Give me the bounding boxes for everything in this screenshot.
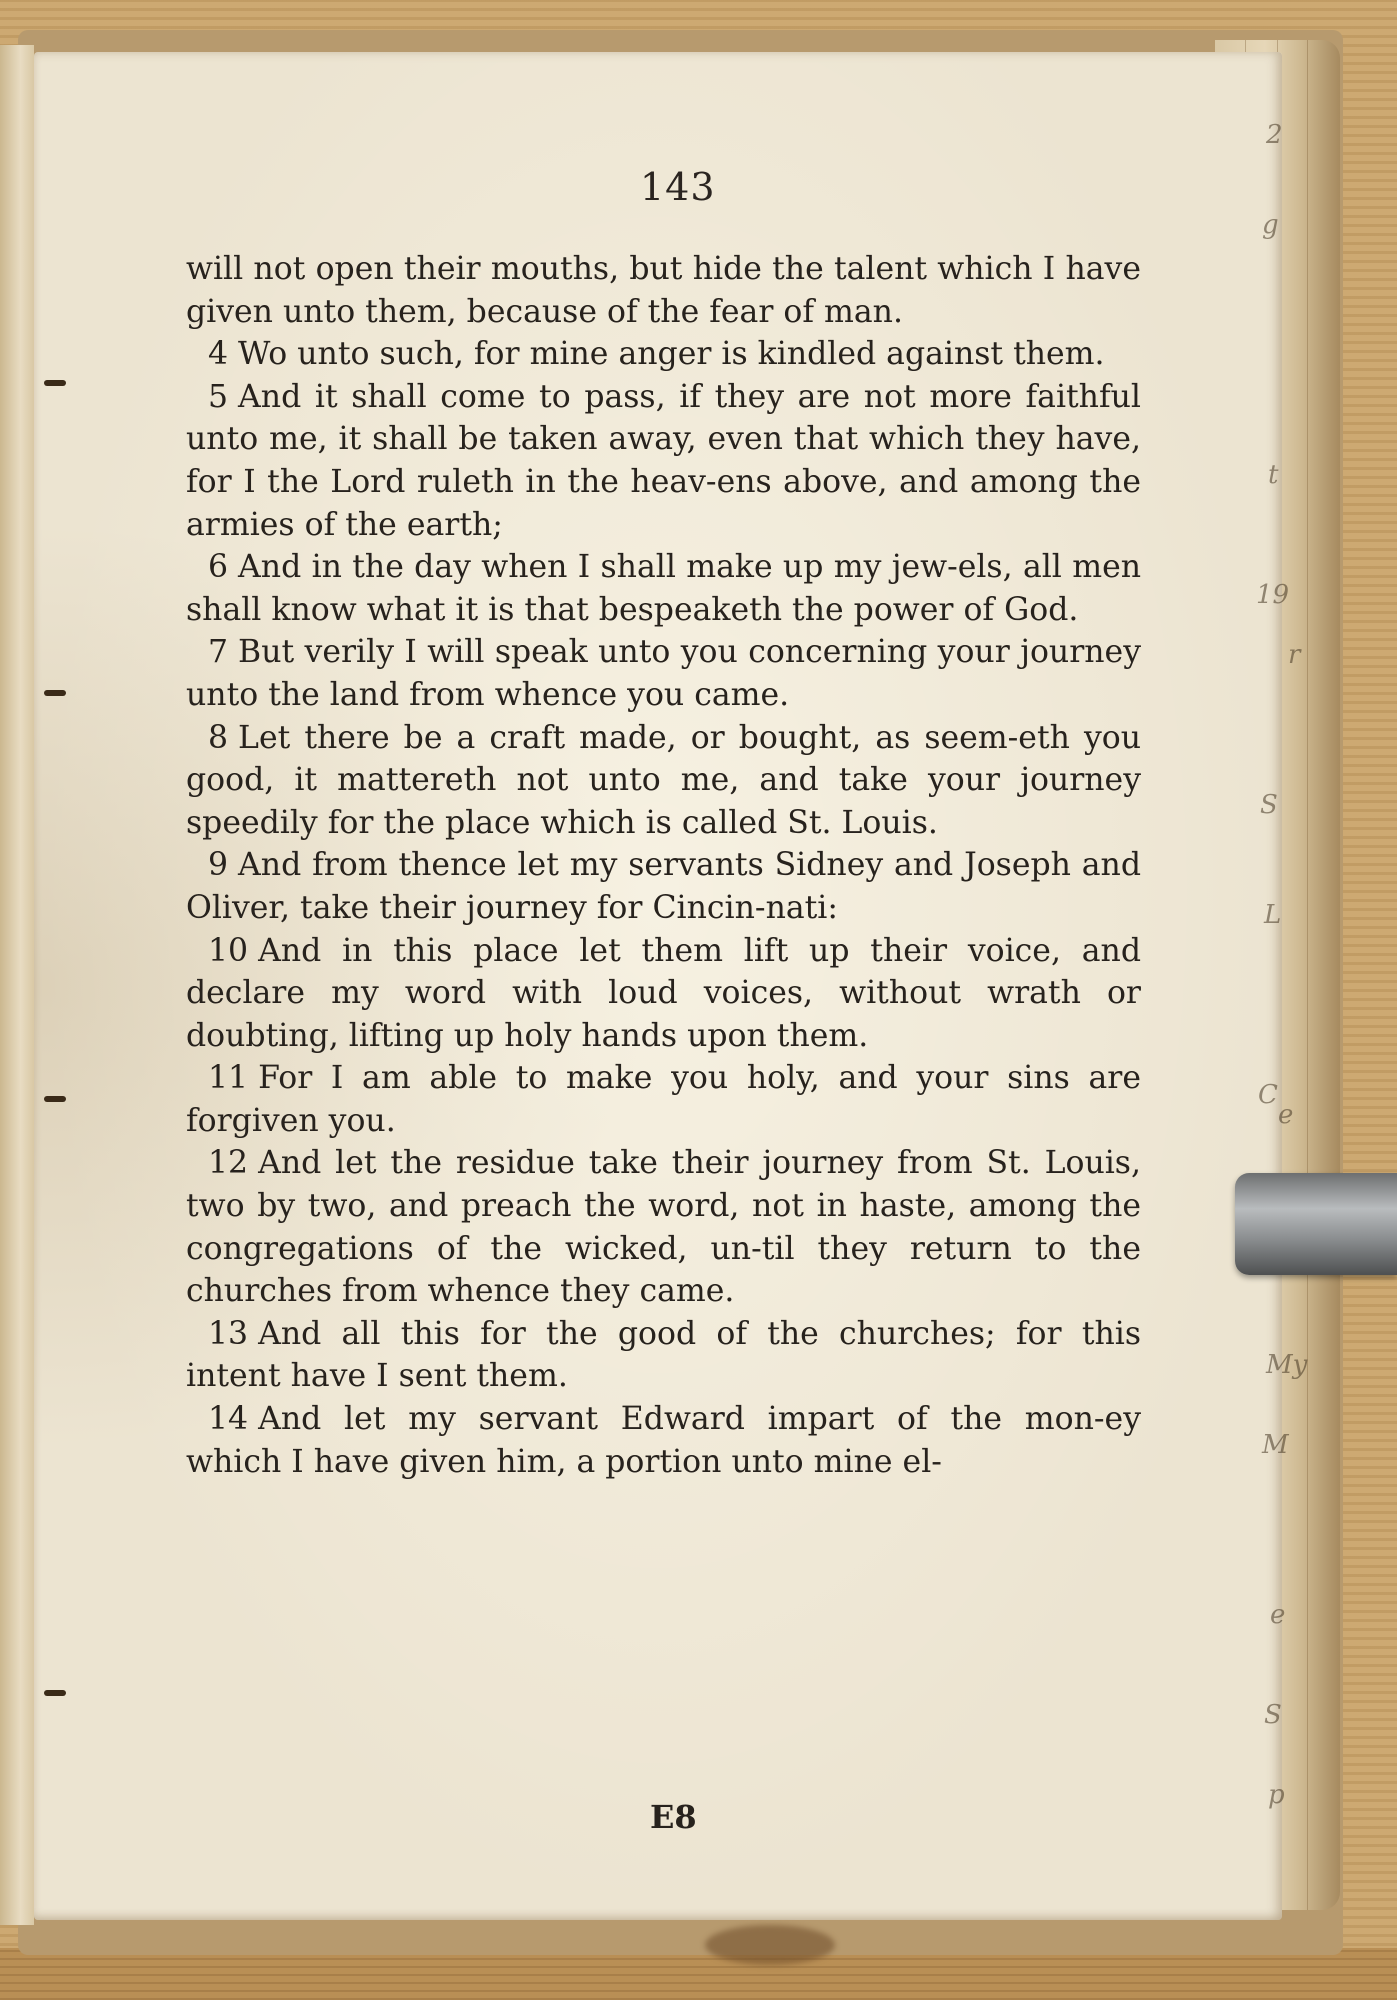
verse-number: 4 [208, 336, 229, 373]
verse-number: 8 [208, 719, 229, 756]
handwritten-mark: S [1264, 1700, 1282, 1730]
verse-text: Let there be a craft made, or bought, as seem-eth you good, it mattereth not unto me, and take your journey speedily for the place which is called St. Louis. [186, 719, 1141, 841]
handwritten-mark: p [1268, 1780, 1285, 1810]
verse-text: For I am able to make you holy, and your sins are forgiven you. [186, 1060, 1141, 1139]
margin-handwriting [1248, 60, 1340, 1860]
verse-5 [186, 376, 1141, 546]
verse-number: 11 [208, 1060, 249, 1097]
verse-text: And it shall come to pass, if they are not more faithful unto me, it shall be taken away, even that which they have, for I the Lord ruleth in the heav-ens above, and among the armies of the earth; [186, 378, 1141, 543]
verse-text: And all this for the good of the churches; for this intent have I sent them. [186, 1315, 1141, 1395]
handwritten-mark: M [1262, 1430, 1289, 1460]
verse-text: Wo unto such, for mine anger is kindled against them. [238, 336, 1105, 373]
handwritten-mark: My [1266, 1350, 1308, 1380]
verse-11 [186, 1057, 1141, 1142]
facing-page-edge [0, 45, 34, 1925]
verse-text: But verily I will speak unto you concerning your journey unto the land from whence you came. [186, 634, 1141, 713]
handwritten-mark: r [1288, 640, 1301, 670]
verse-number: 13 [208, 1315, 249, 1352]
verse-9 [186, 844, 1141, 929]
verse-8 [186, 717, 1141, 845]
handwritten-mark: e [1278, 1100, 1294, 1130]
handwritten-mark: t [1268, 460, 1279, 490]
verse-13 [186, 1313, 1141, 1398]
wooden-surface [0, 1948, 1397, 2000]
handwritten-mark: g [1262, 210, 1279, 240]
handwritten-mark: 2 [1266, 120, 1283, 150]
handwritten-mark: L [1264, 900, 1282, 930]
verse-text: And let the residue take their journey from St. Louis, two by two, and preach the word, not in haste, among the congregations of the wicked, un-til they return to the churches from whence they came. [186, 1145, 1141, 1310]
verse-14 [186, 1398, 1141, 1483]
verse-text: And let my servant Edward impart of the mon-ey which I have given him, a portion unto mine el- [186, 1401, 1141, 1480]
verse-number: 10 [208, 932, 249, 969]
handwritten-mark: C [1258, 1080, 1278, 1110]
binding-stitch-hole [44, 1096, 66, 1102]
verse-number: 12 [208, 1145, 249, 1182]
verse-text: And from thence let my servants Sidney and Joseph and Oliver, take their journey for Cincin-nati: [186, 847, 1141, 926]
verse-text: And in the day when I shall make up my jew-els, all men shall know what it is that bespeaketh the power of God. [186, 549, 1141, 628]
verse-12 [186, 1142, 1141, 1312]
verse-6 [186, 546, 1141, 631]
verse-number: 6 [208, 549, 229, 586]
verse-4 [186, 333, 1141, 376]
page-text [186, 248, 1141, 1483]
handwritten-mark: 19 [1256, 580, 1290, 610]
page-number: 143 [640, 165, 716, 209]
binding-stitch-hole [44, 1690, 66, 1696]
handwritten-mark: S [1260, 790, 1278, 820]
binding-stitch-hole [44, 690, 66, 696]
metal-page-clip [1235, 1173, 1397, 1275]
verse-number: 5 [208, 378, 229, 415]
verse-10 [186, 930, 1141, 1058]
verse-number: 7 [208, 634, 229, 671]
paper-stain [705, 1925, 835, 1965]
verse-text: And in this place let them lift up their voice, and declare my word with loud voices, without wrath or doubting, lifting up holy hands upon them. [186, 932, 1141, 1054]
opening-paragraph: will not open their mouths, but hide the talent which I have given unto them, because of the fear of man. [186, 251, 1141, 330]
binding-stitch-hole [44, 380, 66, 386]
verse-number: 9 [208, 847, 229, 884]
verse-7 [186, 631, 1141, 716]
handwritten-mark: e [1270, 1600, 1286, 1630]
printer-signature-mark: E8 [650, 1798, 697, 1836]
verse-number: 14 [208, 1401, 249, 1438]
